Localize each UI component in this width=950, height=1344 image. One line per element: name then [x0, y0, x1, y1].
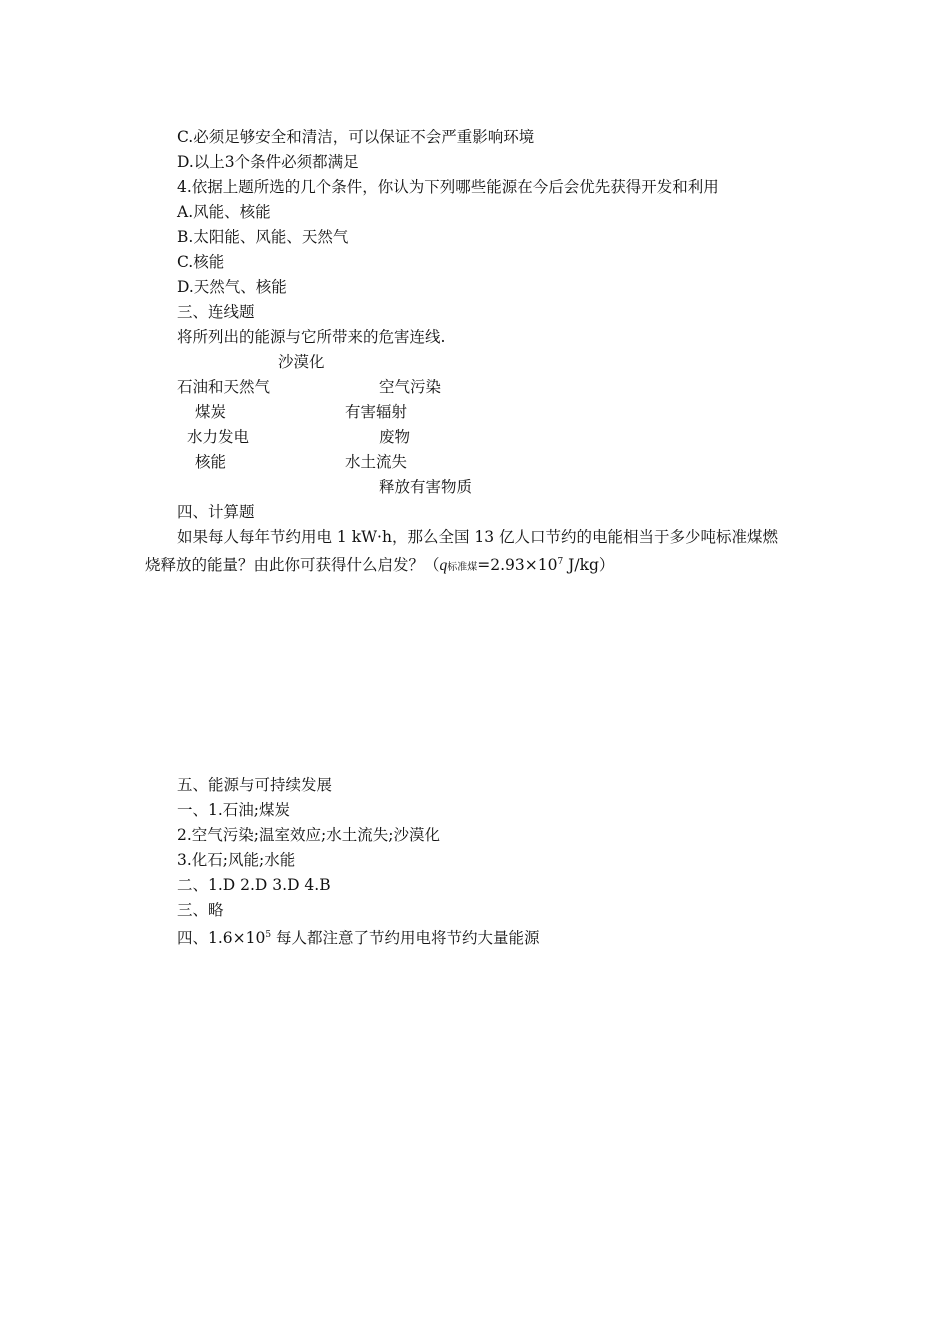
- answer-line: 3.化石;风能;水能: [177, 851, 296, 869]
- answer-value: 四、1.6×10: [177, 929, 266, 947]
- calc-question-text: 烧释放的能量？由此你可获得什么启发？（: [145, 556, 440, 574]
- harm-item: 空气污染: [379, 378, 442, 396]
- answer-line: 一、1.石油;煤炭: [177, 801, 291, 819]
- harm-item: 水土流失: [345, 453, 408, 471]
- matching-instruction: 将所列出的能源与它所带来的危害连线.: [177, 328, 446, 346]
- answer-line: 三、略: [177, 901, 224, 919]
- calc-question-line-2: [145, 552, 614, 578]
- calc-heading: 四、计算题: [177, 503, 255, 521]
- question-4-option-a: A.风能、核能: [177, 203, 271, 221]
- source-item: 石油和天然气: [177, 378, 271, 396]
- answer-line: 2.空气污染;温室效应;水土流失;沙漠化: [177, 826, 440, 844]
- answer-exponent: 5: [265, 930, 272, 940]
- q-value: =2.93×10: [477, 556, 558, 574]
- question-3-option-d: D.以上3个条件必须都满足: [177, 153, 359, 171]
- question-4-option-d: D.天然气、核能: [177, 278, 287, 296]
- source-item: 水力发电: [187, 428, 250, 446]
- q-exponent: 7: [557, 557, 564, 567]
- answer-line: 二、1.D 2.D 3.D 4.B: [177, 876, 331, 894]
- harm-item: 有害辐射: [345, 403, 408, 421]
- harm-item: 释放有害物质: [379, 478, 473, 496]
- q-subscript: 标准煤: [447, 562, 478, 573]
- harm-item: 废物: [379, 428, 411, 446]
- answer-text: 每人都注意了节约用电将节约大量能源: [271, 929, 540, 947]
- matching-heading: 三、连线题: [177, 303, 255, 321]
- calc-question-line-1: 如果每人每年节约用电 1 kW·h，那么全国 13 亿人口节约的电能相当于多少吨标准煤燃: [177, 528, 779, 546]
- question-4-stem: 4.依据上题所选的几个条件，你认为下列哪些能源在今后会优先获得开发和利用: [177, 178, 719, 196]
- answer-line: [177, 925, 540, 948]
- question-3-option-c: C.必须足够安全和清洁，可以保证不会严重影响环境: [177, 128, 535, 146]
- answers-title: 五、能源与可持续发展: [177, 776, 333, 794]
- source-item: 核能: [195, 453, 227, 471]
- q-symbol: q: [439, 557, 448, 574]
- q-unit: J/kg）: [563, 556, 615, 574]
- harm-item: 沙漠化: [278, 353, 325, 371]
- question-4-option-b: B.太阳能、风能、天然气: [177, 228, 349, 246]
- question-4-option-c: C.核能: [177, 253, 225, 271]
- source-item: 煤炭: [195, 403, 227, 421]
